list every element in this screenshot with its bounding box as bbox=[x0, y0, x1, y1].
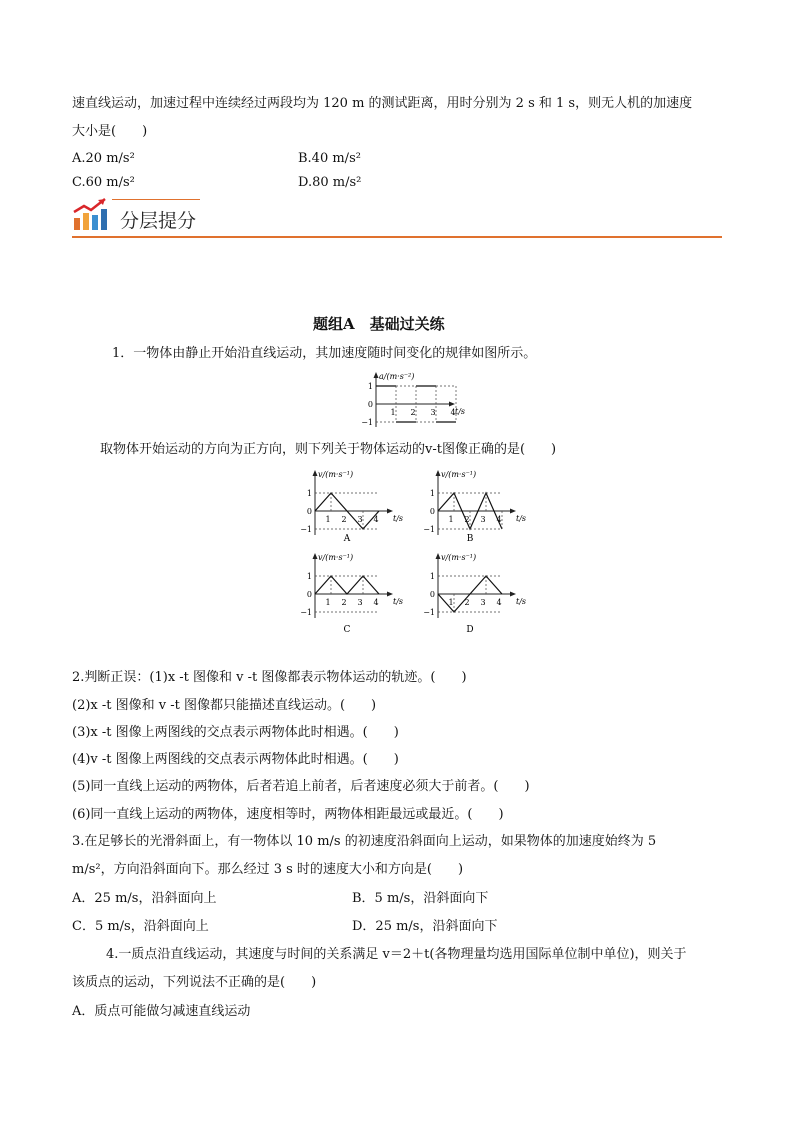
q3-option-a: A．25 m/s，沿斜面向上 bbox=[72, 891, 217, 906]
q2-stem: 2.判断正误：(1)x -t 图像和 v -t 图像都表示物体运动的轨迹。( ) bbox=[72, 670, 467, 685]
vt-graph-option-d bbox=[420, 548, 548, 636]
q1-ask: 取物体开始运动的方向为正方向，则下列关于物体运动的v-t图像正确的是( ) bbox=[100, 442, 557, 457]
y-tick-label: −1 bbox=[300, 608, 312, 617]
x-tick-label: 4 bbox=[496, 598, 502, 607]
intro-line-2: 大小是( ) bbox=[72, 124, 148, 139]
x-tick-label: 1 bbox=[448, 598, 454, 607]
x-tick-label: 2 bbox=[464, 515, 470, 524]
y-tick-label: 0 bbox=[367, 400, 373, 409]
y-tick-label: 1 bbox=[306, 489, 312, 498]
y-tick-label: 1 bbox=[429, 489, 435, 498]
section-title: 分层提分 bbox=[120, 210, 197, 232]
x-tick-label: 2 bbox=[341, 598, 347, 607]
section-header-top-rule bbox=[112, 199, 200, 200]
y-tick-label: −1 bbox=[423, 608, 435, 617]
y-tick-label: 0 bbox=[306, 507, 312, 516]
x-axis-arrow bbox=[510, 509, 516, 514]
section-header-rule bbox=[72, 236, 722, 238]
option-label: B bbox=[466, 534, 474, 544]
x-tick-label: 3 bbox=[480, 515, 486, 524]
q4-option-a: A．质点可能做匀减速直线运动 bbox=[72, 1004, 251, 1019]
intro-option-c: C.60 m/s² bbox=[72, 175, 135, 190]
y-tick-label: 0 bbox=[429, 590, 435, 599]
x-axis-arrow bbox=[387, 509, 393, 514]
y-tick-label: 1 bbox=[367, 382, 373, 391]
x-axis-arrow bbox=[387, 592, 393, 597]
intro-line-1: 速直线运动，加速过程中连续经过两段均为 120 m 的测试距离，用时分别为 2 s 和 1 s，则无人机的加速度 bbox=[72, 96, 693, 111]
y-axis-arrow bbox=[436, 553, 441, 559]
velocity-line bbox=[315, 576, 379, 594]
q2-item-6: (6)同一直线上运动的两物体，速度相等时，两物体相距最远或最近。( ) bbox=[72, 807, 504, 822]
q2-item-2: (2)x -t 图像和 v -t 图像都只能描述直线运动。( ) bbox=[72, 698, 377, 713]
q1-stem: 1．一物体由静止开始沿直线运动，其加速度随时间变化的规律如图所示。 bbox=[112, 346, 537, 361]
q3-option-d: D．25 m/s，沿斜面向下 bbox=[352, 919, 498, 934]
x-tick-label: 3 bbox=[357, 598, 363, 607]
q4-line-2: 该质点的运动，下列说法不正确的是( ) bbox=[72, 975, 317, 990]
x-tick-label: 4 bbox=[450, 408, 456, 417]
q2-item-5: (5)同一直线上运动的两物体，后者若追上前者，后者速度必须大于前者。( ) bbox=[72, 779, 530, 794]
x-tick-label: 1 bbox=[325, 598, 331, 607]
group-title: 题组A 基础过关练 bbox=[313, 315, 445, 333]
x-tick-label: 3 bbox=[430, 408, 436, 417]
x-tick-label: 1 bbox=[390, 408, 396, 417]
x-tick-label: 1 bbox=[448, 515, 454, 524]
y-axis-arrow bbox=[313, 553, 318, 559]
y-axis-arrow bbox=[374, 372, 379, 378]
option-label: C bbox=[343, 625, 351, 635]
vt-graph-option-a bbox=[297, 465, 425, 545]
x-tick-label: 4 bbox=[373, 515, 379, 524]
y-axis-label: v/(m·s⁻¹) bbox=[441, 553, 477, 562]
y-tick-label: 1 bbox=[306, 572, 312, 581]
x-axis-arrow bbox=[449, 402, 455, 407]
x-tick-label: 4 bbox=[373, 598, 379, 607]
rising-bar-chart-icon bbox=[72, 196, 110, 234]
vt-graph-option-b bbox=[420, 465, 548, 545]
acceleration-time-graph bbox=[356, 367, 472, 429]
option-label: D bbox=[466, 625, 474, 635]
x-tick-label: 1 bbox=[325, 515, 331, 524]
x-axis-arrow bbox=[510, 592, 516, 597]
y-axis-label: a/(m·s⁻²) bbox=[379, 372, 415, 381]
x-tick-label: 2 bbox=[410, 408, 416, 417]
x-tick-label: 2 bbox=[464, 598, 470, 607]
y-tick-label: −1 bbox=[423, 525, 435, 534]
q2-item-4: (4)v -t 图像上两图线的交点表示两物体此时相遇。( ) bbox=[72, 752, 399, 767]
y-axis-arrow bbox=[313, 470, 318, 476]
vt-graph-option-c bbox=[297, 548, 425, 636]
x-tick-label: 3 bbox=[357, 515, 363, 524]
q4-line-1: 4.一质点沿直线运动，其速度与时间的关系满足 v＝2＋t(各物理量均选用国际单位制中单位)，则关于 bbox=[106, 947, 687, 962]
y-tick-label: 0 bbox=[306, 590, 312, 599]
x-tick-label: 2 bbox=[341, 515, 347, 524]
x-tick-label: 3 bbox=[480, 598, 486, 607]
y-tick-label: 1 bbox=[429, 572, 435, 581]
x-axis-label: t/s bbox=[455, 407, 466, 416]
q3-option-b: B．5 m/s，沿斜面向下 bbox=[352, 891, 489, 906]
q3-option-c: C．5 m/s，沿斜面向上 bbox=[72, 919, 209, 934]
x-axis-label: t/s bbox=[393, 597, 404, 606]
x-axis-label: t/s bbox=[393, 514, 404, 523]
y-tick-label: −1 bbox=[300, 525, 312, 534]
intro-option-d: D.80 m/s² bbox=[298, 175, 362, 190]
option-label: A bbox=[343, 534, 351, 544]
q3-line-2: m/s²，方向沿斜面向下。那么经过 3 s 时的速度大小和方向是( ) bbox=[72, 862, 464, 877]
q3-line-1: 3.在足够长的光滑斜面上，有一物体以 10 m/s 的初速度沿斜面向上运动，如果物体的加速度始终为 5 bbox=[72, 834, 657, 849]
q2-item-3: (3)x -t 图像上两图线的交点表示两物体此时相遇。( ) bbox=[72, 725, 399, 740]
y-axis-label: v/(m·s⁻¹) bbox=[318, 553, 354, 562]
y-tick-label: −1 bbox=[361, 418, 373, 427]
y-axis-label: v/(m·s⁻¹) bbox=[318, 470, 354, 479]
y-axis-label: v/(m·s⁻¹) bbox=[441, 470, 477, 479]
y-axis-arrow bbox=[436, 470, 441, 476]
y-tick-label: 0 bbox=[429, 507, 435, 516]
x-tick-label: 4 bbox=[496, 515, 502, 524]
intro-option-b: B.40 m/s² bbox=[298, 151, 361, 166]
x-axis-label: t/s bbox=[516, 597, 527, 606]
intro-option-a: A.20 m/s² bbox=[72, 151, 135, 166]
x-axis-label: t/s bbox=[516, 514, 527, 523]
